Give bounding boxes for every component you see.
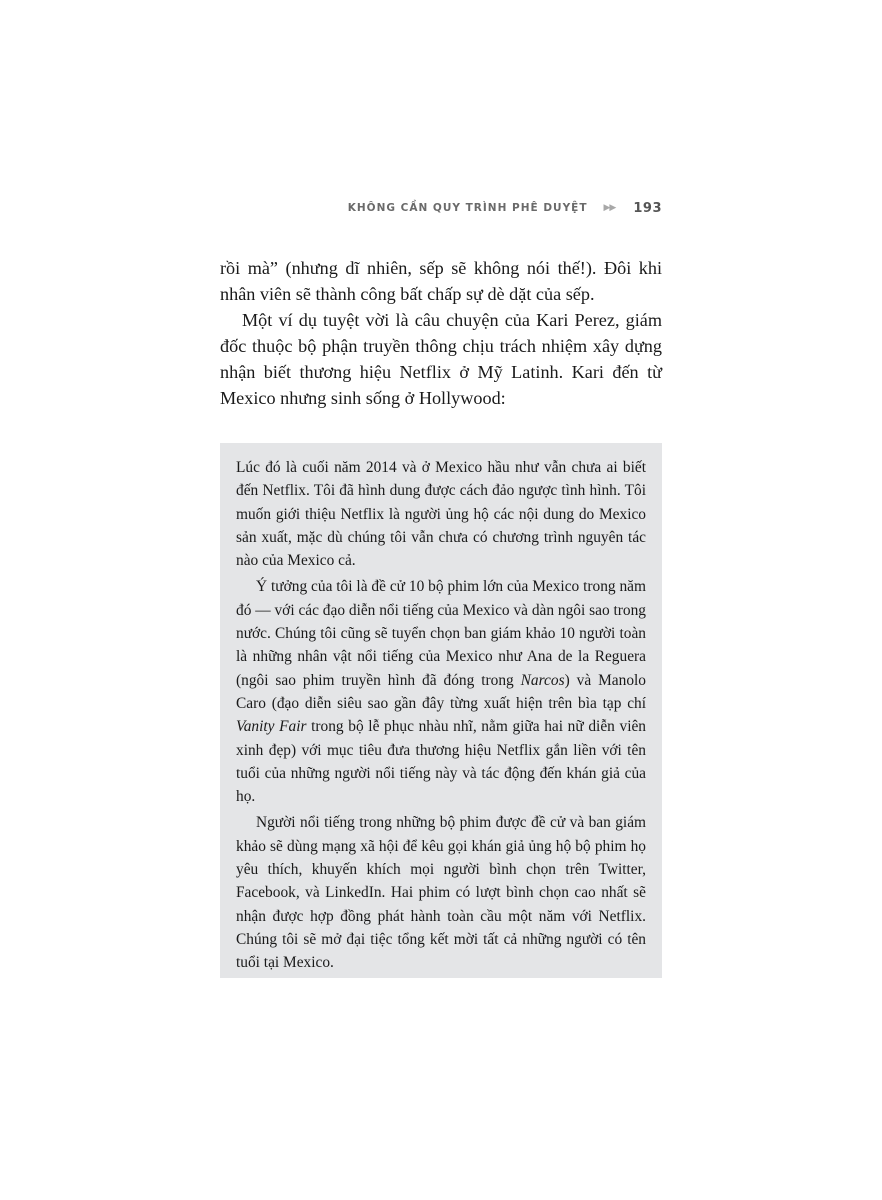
italic-title-vanity-fair: Vanity Fair	[236, 718, 307, 736]
quote-paragraph: Người nổi tiếng trong những bộ phim được đề cử và ban giám khảo sẽ dùng mạng xã hội để kêu gọi khán giả ủng hộ bộ phim họ yêu thích, khuyến khích mọi người bình chọn trên Twitter, Facebook, và LinkedIn. Hai phim có lượt bình chọn cao nhất sẽ nhận được hợp đồng phát hành toàn cầu một năm với Netflix. Chúng tôi sẽ mở đại tiệc tổng kết mời tất cả những người có tên tuổi tại Mexico.	[236, 814, 646, 972]
main-text	[220, 255, 662, 411]
quote-paragraph: Lúc đó là cuối năm 2014 và ở Mexico hầu như vẫn chưa ai biết đến Netflix. Tôi đã hình dung được cách đảo ngược tình hình. Tôi muốn giới thiệu Netflix là người ủng hộ các nội dung do Mexico sản xuất, mặc dù chúng tôi vẫn chưa có chương trình nguyên tác nào của Mexico cả.	[236, 459, 646, 570]
italic-title-narcos: Narcos	[520, 671, 565, 689]
page-number: 193	[633, 200, 662, 216]
double-arrow-icon: ▶▶	[603, 203, 616, 213]
running-title: KHÔNG CẦN QUY TRÌNH PHÊ DUYỆT	[347, 202, 588, 214]
quote-text	[236, 456, 646, 975]
body-paragraph: Một ví dụ tuyệt vời là câu chuyện của Kari Perez, giám đốc thuộc bộ phận truyền thông chịu trách nhiệm xây dựng nhận biết thương hiệu Netflix ở Mỹ Latinh. Kari đến từ Mexico nhưng sinh sống ở Hollywood:	[220, 310, 662, 408]
quote-text-run: ) và Manolo Caro (đạo diễn siêu sao gần đây từng xuất hiện trên bìa tạp chí	[236, 671, 646, 712]
quote-text-run: trong bộ lễ phục nhàu nhĩ, nằm giữa hai nữ diễn viên xinh đẹp) với mục tiêu đưa thương hiệu Netflix gắn liền với tên tuổi của những người nổi tiếng này và tác động đến khán giả của họ.	[236, 718, 646, 806]
quote-paragraph	[236, 575, 646, 808]
quote-text-run: Ý tưởng của tôi là đề cử 10 bộ phim lớn của Mexico trong năm đó — với các đạo diễn nổi tiếng của Mexico và dàn ngôi sao trong nước. Chúng tôi cũng sẽ tuyển chọn ban giám khảo 10 người toàn là những nhân vật nổi tiếng của Mexico như Ana de la Reguera (ngôi sao phim truyền hình đã đóng trong	[236, 578, 646, 689]
running-head	[330, 198, 662, 218]
body-paragraph: rồi mà” (nhưng dĩ nhiên, sếp sẽ không nói thế!). Đôi khi nhân viên sẽ thành công bất chấp sự dè dặt của sếp.	[220, 258, 662, 304]
quote-box	[220, 443, 662, 978]
